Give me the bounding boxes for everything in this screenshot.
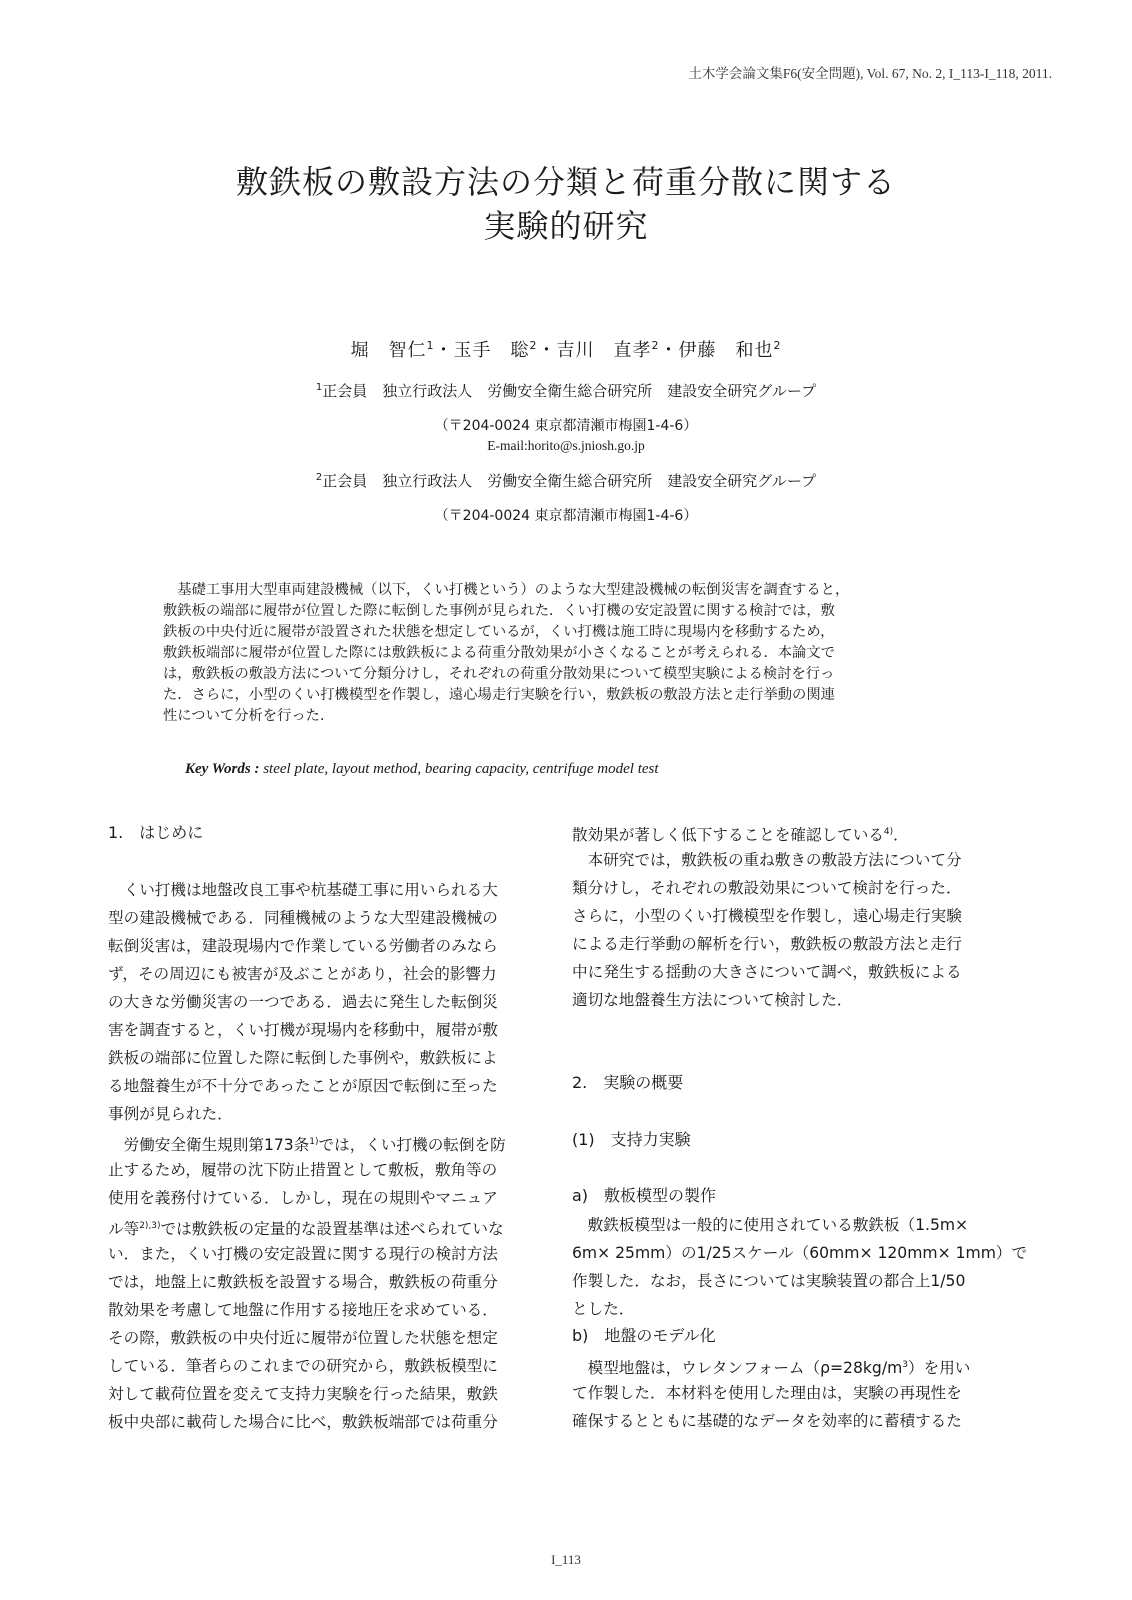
line-text: 散効果が著しく低下することを確認している [572,826,884,845]
text-line [572,1295,1012,1323]
line-text: くい打機は地盤改良工事や杭基礎工事に用いられる大 [108,881,498,899]
line-text: る地盤養生が不十分であったことが原因で転倒に至った [108,1077,498,1095]
keywords [185,761,659,778]
line-text: ず，その周辺にも被害が及ぶことがあり，社会的影響力 [108,965,497,983]
line-text: 6m× 25mm）の1/25スケール（60mm× 120mm× 1mm）で [572,1244,1028,1262]
line-text-continued: では，くい打機の転倒を防 [318,1136,506,1155]
text-line [572,1351,1012,1379]
text-line [108,1016,548,1044]
journal-citation: 土木学会論文集F6(安全問題), Vol. 67, No. 2, I_113-I_118, 2011. [688,66,1052,81]
affiliation-text: 正会員 独立行政法人 労働安全衛生総合研究所 建設安全研究グループ [322,382,817,400]
line-text: 作製した．なお，長さについては実験装置の都合上1/50 [572,1272,966,1290]
line-text: い．また，くい打機の安定設置に関する現行の検討方法 [108,1245,498,1263]
text-line [572,846,1012,874]
text-line [572,1211,1012,1239]
abstract-line: 敷鉄板の端部に履帯が位置した際に転倒した事例が見られた．くい打機の安定設置に関する検討では，敷 [163,603,835,619]
line-text: 模型地盤は，ウレタンフォーム（ρ=28kg/m [572,1359,903,1378]
line-text: 止するため，履帯の沈下防止措置として敷板，敷角等の [108,1161,498,1179]
title-line-2: 実験的研究 [483,207,649,245]
line-text: 板中央部に載荷した場合に比べ，敷鉄板端部では荷重分 [108,1413,498,1431]
text-line [108,1324,548,1352]
title-line-1: 敷鉄板の敷設方法の分類と荷重分散に関する [235,163,896,201]
affiliation-2 [0,470,1132,491]
affiliation-1 [0,380,1132,401]
keywords-label: Key Words : [185,761,260,777]
right-column-intro [572,818,1012,1014]
citation-mark: 4) [883,827,894,837]
citation-mark: 1) [309,1137,319,1147]
text-line [108,904,548,932]
line-text-continued: では敷鉄板の定量的な設置基準は述べられていな [160,1220,504,1239]
text-line [572,902,1012,930]
affiliation-mark: 2 [315,472,323,483]
line-text: さらに，小型のくい打機模型を作製し，遠心場走行実験 [572,907,962,925]
author-list: 堀 智仁$^1$・玉手 聡$^2$・吉川 直孝$^2$・伊藤 和也$^2$ [350,339,782,361]
abstract-line: 敷鉄板端部に履帯が位置した際には敷鉄板による荷重分散効果が小さくなることが考えられる．本論文で [163,645,835,661]
left-column-lines [108,876,548,1436]
author-name: 伊藤 和也 [678,340,774,361]
text-line [108,1296,548,1324]
abstract-line: 鉄板の中央付近に履帯が設置された状態を想定しているが，くい打機は施工時に現場内を移動するため， [163,624,835,640]
line-text: 中に発生する揺動の大きさについて調べ，敷鉄板による [572,963,962,981]
plate-model-lines [572,1211,1028,1323]
line-text-continued: ）を用い [908,1359,971,1378]
text-line [108,1380,548,1408]
ground-model-body [572,1351,1012,1435]
line-text: 確保するとともに基礎的なデータを効率的に蓄積するた [572,1412,962,1430]
keywords-text: steel plate, layout method, bearing capacity, centrifuge model test [263,761,659,777]
section-heading-intro: 1. はじめに [108,823,204,842]
line-text: て作製した．本材料を使用した理由は，実験の再現性を [572,1384,962,1402]
subheading-ground-model: b) 地盤のモデル化 [572,1326,716,1345]
section-heading-experiment: 2. 実験の概要 [572,1073,684,1092]
text-line [572,1239,1028,1267]
text-line [572,930,1012,958]
abstract-line: は，敷鉄板の敷設方法について分類分けし，それぞれの荷重分散効果について模型実験による検討を行っ [163,666,835,682]
line-text: その際，敷鉄板の中央付近に履帯が位置した状態を想定 [108,1329,498,1347]
line-text: ル等 [108,1220,140,1239]
line-text: 散効果を考慮して地盤に作用する接地圧を求めている． [108,1301,498,1319]
text-line [108,1072,548,1100]
abstract [163,580,983,727]
text-line [108,1128,548,1156]
line-text: 本研究では，敷鉄板の重ね敷きの敷設方法について分 [572,851,962,869]
author-name: 堀 智仁 [350,340,427,361]
text-line [572,986,1012,1014]
text-line [572,1407,1012,1435]
line-text: 敷鉄板模型は一般的に使用されている敷鉄板（1.5m× [572,1216,969,1234]
abstract-line: 基礎工事用大型車両建設機械（以下，くい打機という）のような大型建設機械の転倒災害を調査すると， [163,582,850,598]
text-line [108,1240,548,1268]
text-line [108,1044,548,1072]
text-line [108,1184,548,1212]
line-text: とした． [572,1300,635,1318]
author-affil-mark: 2 [773,339,782,352]
text-line [108,1268,548,1296]
text-line [108,1212,548,1240]
line-text: 類分けし，それぞれの敷設効果について検討を行った． [572,879,962,897]
line-text-continued: ． [893,826,909,845]
line-text: による走行挙動の解析を行い，敷鉄板の敷設方法と走行 [572,935,962,953]
line-text: 害を調査すると，くい打機が現場内を移動中，履帯が敷 [108,1021,498,1039]
subheading-bearing-test: (1) 支持力実験 [572,1130,691,1149]
line-text: の大きな労働災害の一つである．過去に発生した転倒災 [108,993,498,1011]
text-line [108,1100,548,1128]
ground-model-lines [572,1351,1012,1435]
affiliation-text: 正会員 独立行政法人 労働安全衛生総合研究所 建設安全研究グループ [322,472,817,490]
line-text: 型の建設機械である．同種機械のような大型建設機械の [108,909,498,927]
text-line [572,958,1012,986]
left-column-body [108,876,548,1436]
plate-model-body [572,1211,1028,1323]
author-affil-mark: 2 [651,339,660,352]
line-text: 鉄板の端部に位置した際に転倒した事例や，敷鉄板によ [108,1049,498,1067]
author-affil-mark: 1 [426,339,435,352]
affiliation-mark: 1 [315,382,323,393]
line-text: 事例が見られた． [108,1105,233,1123]
abstract-line: た．さらに，小型のくい打機模型を作製し，遠心場走行実験を行い，敷鉄板の敷設方法と走行挙動の関連 [163,687,835,703]
paper-title [0,160,1132,248]
citation-mark: 3 [902,1360,909,1370]
text-line [108,960,548,988]
line-text: 使用を義務付けている．しかし，現在の規則やマニュア [108,1189,498,1207]
affiliation-1-address: （〒204-0024 東京都清瀬市梅園1-4-6） [434,418,698,434]
text-line [572,1267,1012,1295]
text-line [108,1352,548,1380]
text-line [108,1408,548,1436]
text-line [572,874,1012,902]
line-text: している．筆者らのこれまでの研究から，敷鉄板模型に [108,1357,498,1375]
author-affil-mark: 2 [529,339,538,352]
page-number: I_113 [551,1552,581,1567]
text-line [108,876,548,904]
line-text: 対して載荷位置を変えて支持力実験を行った結果，敷鉄 [108,1385,498,1403]
line-text: 適切な地盤養生方法について検討した． [572,991,853,1009]
line-text: では，地盤上に敷鉄板を設置する場合，敷鉄板の荷重分 [108,1273,498,1291]
text-line [572,1379,1012,1407]
subheading-plate-model: a) 敷板模型の製作 [572,1186,717,1205]
line-text: 労働安全衛生規則第173条 [108,1136,310,1155]
contact-email: E-mail:horito@s.jniosh.go.jp [487,438,645,453]
right-column-intro-lines [572,818,1012,1014]
line-text: 転倒災害は，建設現場内で作業している労働者のみなら [108,937,498,955]
citation-mark: 2),3) [139,1221,161,1231]
abstract-line: 性について分析を行った． [163,708,335,724]
text-line [108,1156,548,1184]
author-name: 玉手 聡 [453,340,530,361]
text-line [108,932,548,960]
affiliation-2-address: （〒204-0024 東京都清瀬市梅園1-4-6） [434,508,698,524]
text-line [572,818,1012,846]
text-line [108,988,548,1016]
author-name: 吉川 直孝 [556,340,652,361]
